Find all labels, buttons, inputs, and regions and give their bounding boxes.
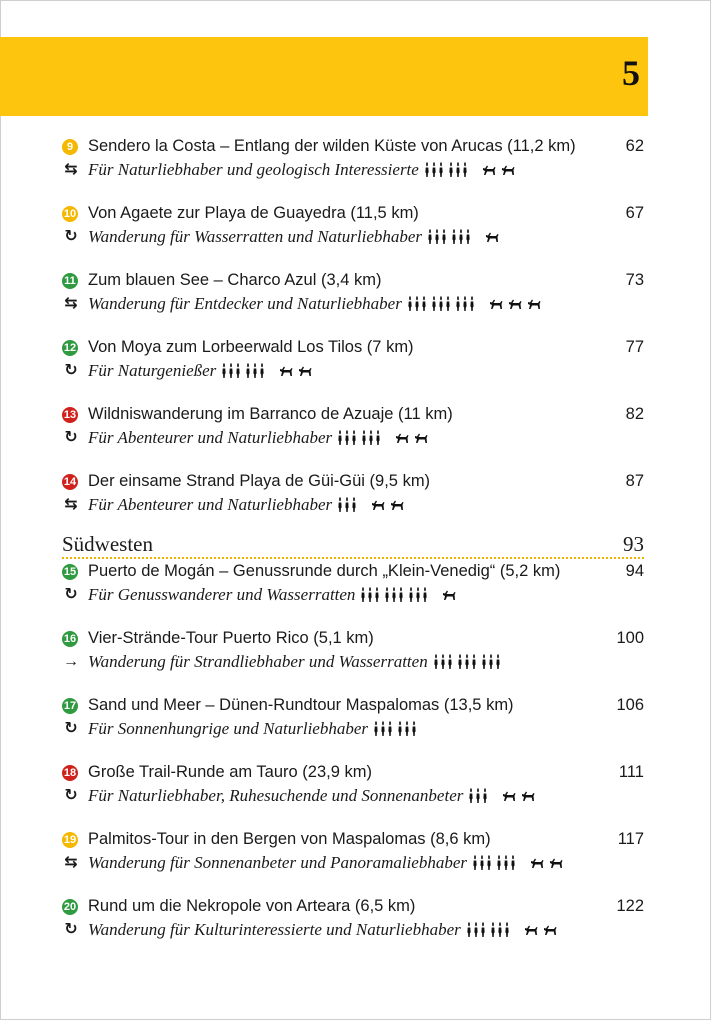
route-title: Von Moya zum Lorbeerwald Los Tilos (7 km) <box>88 338 414 356</box>
route-page-number: 94 <box>625 562 644 580</box>
difficulty-icons <box>472 851 564 874</box>
route-title: Palmitos-Tour in den Bergen von Maspalomas (8,6 km) <box>88 830 491 848</box>
section-title: Südwesten <box>62 532 153 556</box>
hiker-group-icon <box>424 160 445 179</box>
hiker-group-icon <box>408 585 429 604</box>
route-number-badge: 12 <box>63 342 77 354</box>
hiker-group-icon <box>373 719 394 738</box>
route-audience: Für Genusswanderer und Wasserratten <box>88 585 356 604</box>
dog-icon <box>526 293 542 305</box>
chapter-header-bar <box>0 37 648 116</box>
toc-entry-title-line <box>62 694 644 717</box>
route-audience: Wanderung für Kulturinteressierte und Naturliebhaber <box>88 920 461 939</box>
toc-entry[interactable] <box>62 202 644 269</box>
toc-entry-subtitle-line <box>62 784 644 807</box>
route-page-number: 73 <box>625 271 644 289</box>
toc-entry-subtitle-line <box>62 292 644 315</box>
difficulty-icons <box>337 426 429 449</box>
toc-group-north <box>62 135 644 537</box>
route-page-number: 87 <box>625 472 644 490</box>
route-number-badge: 14 <box>63 476 77 488</box>
loop-icon: ↻ <box>64 429 78 446</box>
route-number-badge: 17 <box>63 700 77 712</box>
route-number-badge: 9 <box>62 139 78 155</box>
hiker-group-icon <box>360 585 381 604</box>
toc-entry[interactable] <box>62 336 644 403</box>
toc-group-southwest <box>62 560 644 962</box>
hiker-group-icon <box>245 361 266 380</box>
route-number-badge: 16 <box>63 633 77 645</box>
hiker-group-icon <box>337 495 358 514</box>
route-audience: Wanderung für Entdecker und Naturliebhaber <box>88 294 402 313</box>
route-title: Rund um die Nekropole von Arteara (6,5 km) <box>88 897 416 915</box>
toc-entry-subtitle-line <box>62 158 644 181</box>
toc-entry-subtitle-line <box>62 225 644 248</box>
toc-list <box>62 135 644 962</box>
route-page-number: 111 <box>618 763 644 781</box>
dog-icon <box>413 427 429 439</box>
loop-icon: ↻ <box>64 787 78 804</box>
route-audience: Für Naturgenießer <box>88 361 217 380</box>
dog-icon <box>370 494 386 506</box>
hiker-group-icon <box>433 652 454 671</box>
route-audience: Für Naturliebhaber und geologisch Interessierte <box>88 160 419 179</box>
route-number-badge: 15 <box>63 566 77 578</box>
hiker-group-icon <box>466 920 487 939</box>
route-page-number: 67 <box>625 204 644 222</box>
hiker-group-icon <box>361 428 382 447</box>
toc-entry-title-line <box>62 761 644 784</box>
route-page-number: 117 <box>617 830 644 848</box>
dog-icon <box>500 159 516 171</box>
route-title: Zum blauen See – Charco Azul (3,4 km) <box>88 271 382 289</box>
there-and-back-icon: ⇆ <box>64 295 78 312</box>
hiker-group-icon <box>472 853 493 872</box>
hiker-group-icon <box>457 652 478 671</box>
difficulty-icons <box>407 292 542 315</box>
route-page-number: 82 <box>625 405 644 423</box>
route-title: Von Agaete zur Playa de Guayedra (11,5 km) <box>88 204 419 222</box>
one-way-arrow-icon: → <box>63 653 79 670</box>
toc-entry[interactable] <box>62 560 644 627</box>
toc-entry-title-line <box>62 627 644 650</box>
route-audience: Für Abenteurer und Naturliebhaber <box>88 495 333 514</box>
dog-icon <box>488 293 504 305</box>
dog-icon <box>523 919 539 931</box>
chapter-number: 5 <box>622 53 640 93</box>
hiker-group-icon <box>397 719 418 738</box>
difficulty-icons <box>373 717 421 740</box>
dog-icon <box>542 919 558 931</box>
toc-entry-subtitle-line <box>62 918 644 941</box>
dog-icon <box>507 293 523 305</box>
difficulty-icons <box>221 359 313 382</box>
there-and-back-icon: ⇆ <box>64 161 78 178</box>
hiker-group-icon <box>221 361 242 380</box>
route-audience: Wanderung für Strandliebhaber und Wasserratten <box>88 652 428 671</box>
dog-icon <box>389 494 405 506</box>
route-title: Sendero la Costa – Entlang der wilden Küste von Arucas (11,2 km) <box>88 137 576 155</box>
toc-entry-title-line <box>62 828 644 851</box>
toc-entry[interactable] <box>62 694 644 761</box>
hiker-group-icon <box>337 428 358 447</box>
section-heading[interactable] <box>62 523 644 559</box>
route-number-badge: 19 <box>63 834 77 846</box>
toc-entry-subtitle-line <box>62 717 644 740</box>
difficulty-icons <box>468 784 536 807</box>
hiker-group-icon <box>407 294 428 313</box>
loop-icon: ↻ <box>64 586 78 603</box>
toc-entry-subtitle-line <box>62 493 644 516</box>
toc-entry-title-line <box>62 202 644 225</box>
loop-icon: ↻ <box>64 720 78 737</box>
loop-icon: ↻ <box>64 362 78 379</box>
toc-entry[interactable] <box>62 895 644 962</box>
toc-entry-title-line <box>62 269 644 292</box>
dog-icon <box>481 159 497 171</box>
hiker-group-icon <box>496 853 517 872</box>
dog-icon <box>441 584 457 596</box>
route-audience: Für Sonnenhungrige und Naturliebhaber <box>88 719 369 738</box>
toc-entry-subtitle-line <box>62 851 644 874</box>
route-page-number: 77 <box>625 338 644 356</box>
hiker-group-icon <box>468 786 489 805</box>
hiker-group-icon <box>431 294 452 313</box>
toc-entry[interactable] <box>62 627 644 694</box>
loop-icon: ↻ <box>64 921 78 938</box>
section-page: 93 <box>623 532 644 556</box>
route-title: Große Trail-Runde am Tauro (23,9 km) <box>88 763 372 781</box>
toc-entry-title-line <box>62 403 644 426</box>
dog-icon <box>484 226 500 238</box>
dog-icon <box>520 785 536 797</box>
toc-entry-subtitle-line <box>62 650 644 673</box>
toc-entry-title-line <box>62 895 644 918</box>
hiker-group-icon <box>427 227 448 246</box>
hiker-group-icon <box>481 652 502 671</box>
loop-icon: ↻ <box>64 228 78 245</box>
dog-icon <box>529 852 545 864</box>
route-title: Wildniswanderung im Barranco de Azuaje (11 km) <box>88 405 453 423</box>
dog-icon <box>278 360 294 372</box>
hiker-group-icon <box>451 227 472 246</box>
there-and-back-icon: ⇆ <box>64 854 78 871</box>
dog-icon <box>501 785 517 797</box>
dog-icon <box>548 852 564 864</box>
route-audience: Für Naturliebhaber, Ruhesuchende und Sonnenanbeter <box>88 786 464 805</box>
difficulty-icons <box>337 493 405 516</box>
hiker-group-icon <box>384 585 405 604</box>
toc-entry[interactable] <box>62 761 644 828</box>
difficulty-icons <box>424 158 516 181</box>
route-page-number: 106 <box>616 696 644 714</box>
toc-entry-title-line <box>62 135 644 158</box>
difficulty-icons <box>360 583 457 606</box>
dog-icon <box>394 427 410 439</box>
route-audience: Wanderung für Wasserratten und Naturliebhaber <box>88 227 423 246</box>
hiker-group-icon <box>448 160 469 179</box>
toc-entry-title-line <box>62 560 644 583</box>
toc-entry[interactable] <box>62 403 644 470</box>
hiker-group-icon <box>490 920 511 939</box>
route-number-badge: 20 <box>63 901 77 913</box>
difficulty-icons <box>433 650 505 673</box>
toc-entry-title-line <box>62 470 644 493</box>
route-title: Puerto de Mogán – Genussrunde durch „Klein-Venedig“ (5,2 km) <box>88 562 561 580</box>
toc-entry-subtitle-line <box>62 426 644 449</box>
toc-entry-subtitle-line <box>62 359 644 382</box>
route-title: Vier-Strände-Tour Puerto Rico (5,1 km) <box>88 629 374 647</box>
dog-icon <box>297 360 313 372</box>
route-page-number: 100 <box>616 629 644 647</box>
toc-entry-title-line <box>62 336 644 359</box>
toc-entry[interactable] <box>62 269 644 336</box>
route-number-badge: 13 <box>63 409 77 421</box>
route-title: Der einsame Strand Playa de Güi-Güi (9,5 km) <box>88 472 431 490</box>
difficulty-icons <box>466 918 558 941</box>
route-number-badge: 18 <box>63 767 77 779</box>
route-number-badge: 11 <box>62 273 78 289</box>
toc-entry-subtitle-line <box>62 583 644 606</box>
toc-entry[interactable] <box>62 135 644 202</box>
hiker-group-icon <box>455 294 476 313</box>
route-audience: Wanderung für Sonnenanbeter und Panoramaliebhaber <box>88 853 468 872</box>
toc-entry[interactable] <box>62 828 644 895</box>
route-page-number: 62 <box>625 137 644 155</box>
route-number-badge: 10 <box>63 208 77 220</box>
route-title: Sand und Meer – Dünen-Rundtour Maspalomas (13,5 km) <box>88 696 514 714</box>
route-audience: Für Abenteurer und Naturliebhaber <box>88 428 333 447</box>
route-page-number: 122 <box>616 897 644 915</box>
there-and-back-icon: ⇆ <box>64 496 78 513</box>
difficulty-icons <box>427 225 500 248</box>
